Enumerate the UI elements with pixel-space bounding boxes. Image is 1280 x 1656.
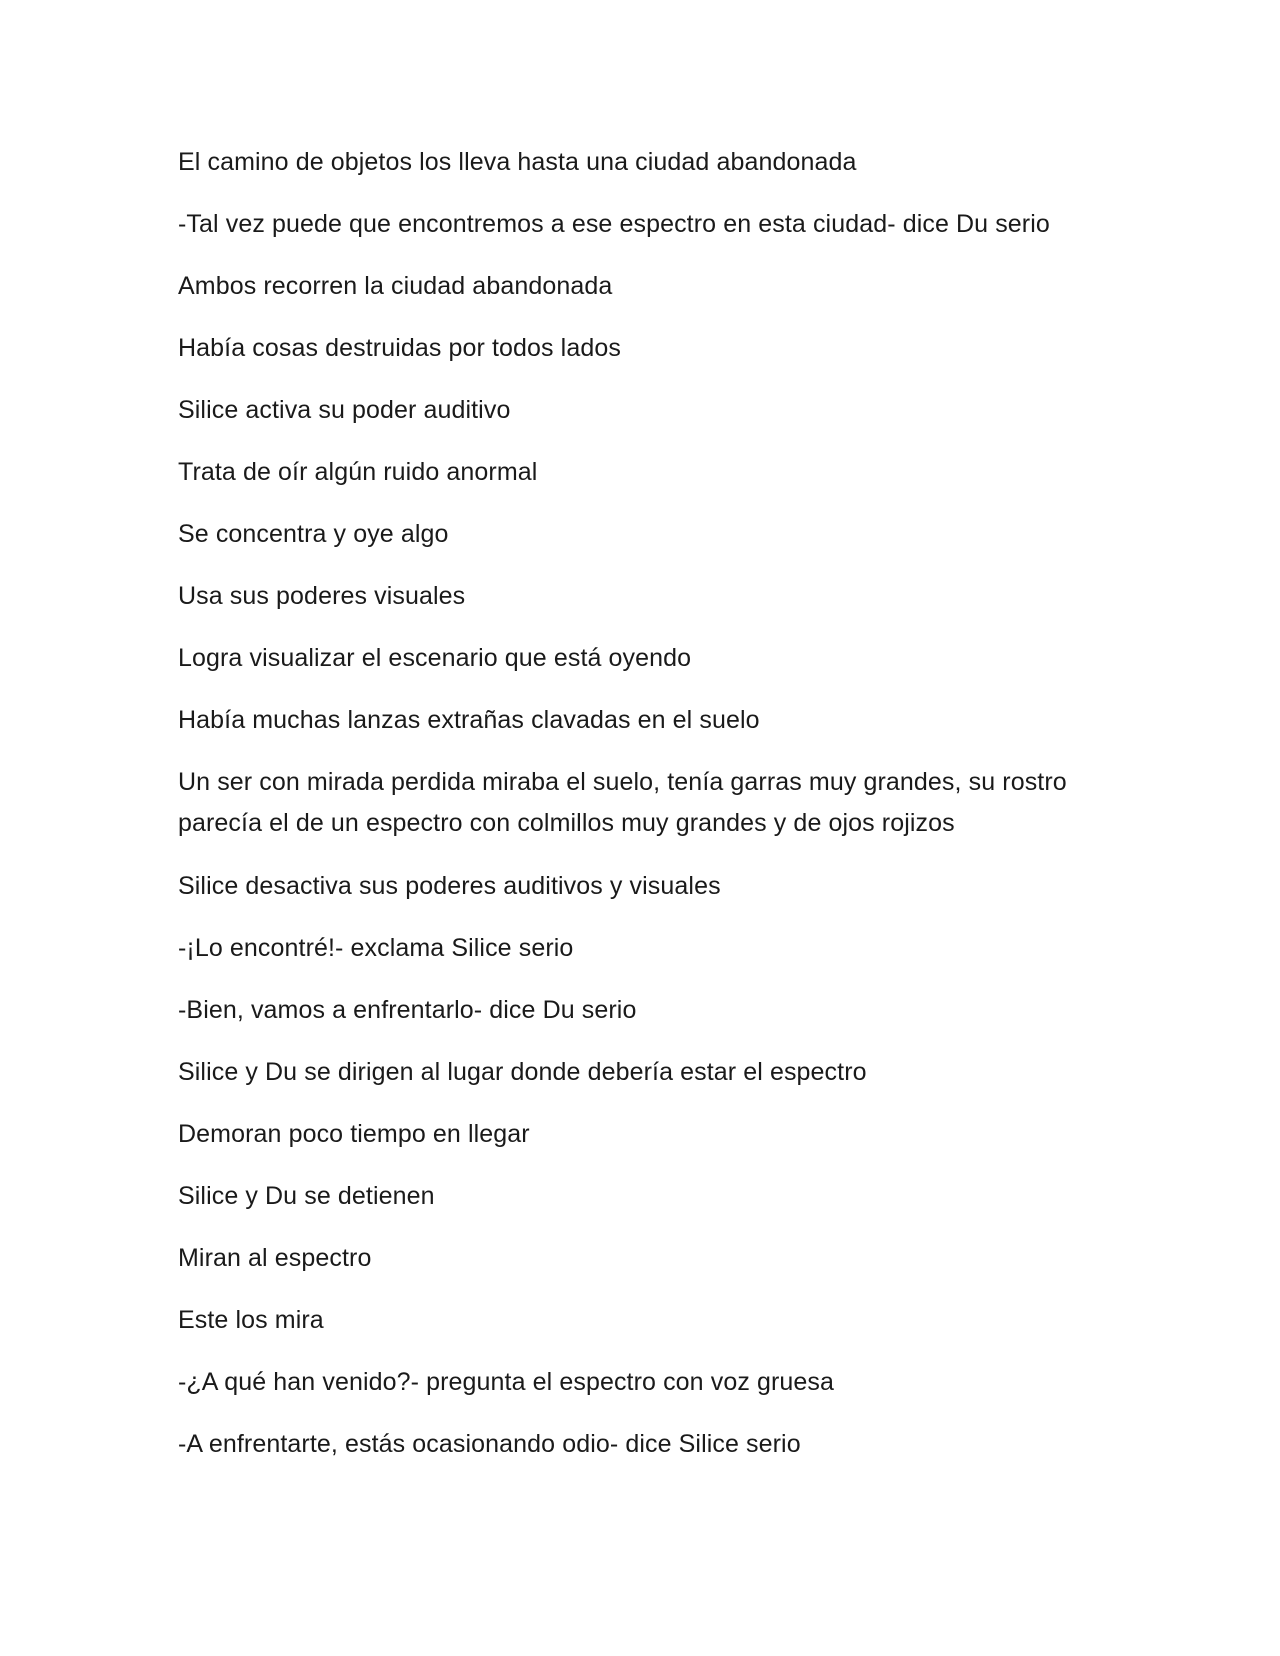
paragraph: Trata de oír algún ruido anormal	[178, 458, 538, 486]
paragraph: Usa sus poderes visuales	[178, 582, 466, 610]
paragraph: Este los mira	[178, 1306, 324, 1334]
paragraph: Silice y Du se dirigen al lugar donde debería estar el espectro	[178, 1058, 867, 1086]
paragraph: Había cosas destruidas por todos lados	[178, 334, 621, 362]
paragraph: Un ser con mirada perdida miraba el suelo, tenía garras muy grandes, su rostro parecía el de un espectro con colmillos muy grandes y de ojos rojizos	[178, 768, 1067, 837]
paragraph: -Tal vez puede que encontremos a ese espectro en esta ciudad- dice Du serio	[178, 210, 1050, 238]
paragraph: -Bien, vamos a enfrentarlo- dice Du serio	[178, 996, 637, 1024]
paragraph: El camino de objetos los lleva hasta una ciudad abandonada	[178, 148, 857, 176]
paragraph: -¿A qué han venido?- pregunta el espectro con voz gruesa	[178, 1368, 835, 1396]
paragraph: Silice desactiva sus poderes auditivos y visuales	[178, 872, 721, 900]
paragraph: Demoran poco tiempo en llegar	[178, 1120, 530, 1148]
paragraph: Logra visualizar el escenario que está oyendo	[178, 644, 692, 672]
paragraph: Miran al espectro	[178, 1244, 372, 1272]
paragraph: Silice activa su poder auditivo	[178, 396, 511, 424]
paragraph: Ambos recorren la ciudad abandonada	[178, 272, 613, 300]
paragraph: Había muchas lanzas extrañas clavadas en el suelo	[178, 706, 760, 734]
paragraph: -A enfrentarte, estás ocasionando odio- dice Silice serio	[178, 1430, 801, 1458]
paragraph: -¡Lo encontré!- exclama Silice serio	[178, 934, 574, 962]
document-body	[178, 146, 1108, 1490]
paragraph: Silice y Du se detienen	[178, 1182, 435, 1210]
paragraph: Se concentra y oye algo	[178, 520, 449, 548]
